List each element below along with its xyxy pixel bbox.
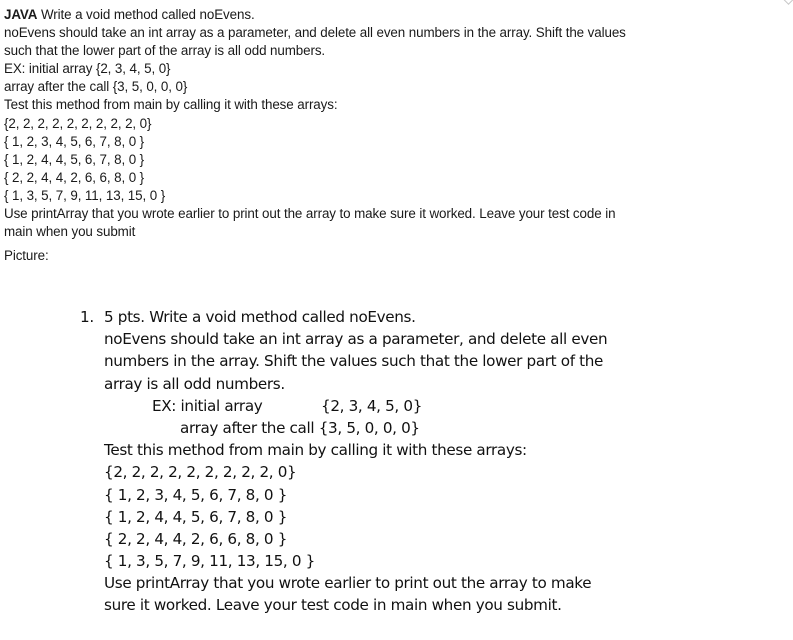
question-array-1: {2, 2, 2, 2, 2, 2, 2, 2, 2, 0}	[4, 115, 152, 131]
question-array-4: { 2, 2, 4, 4, 2, 6, 6, 8, 0 }	[4, 169, 145, 185]
question-desc-line-1: noEvens should take an int array as a parameter, and delete all even numbers in the array. Shift the values	[4, 25, 626, 41]
picture-use-line-1: Use printArray that you wrote earlier to print out the array to make	[104, 574, 592, 593]
picture-array-5: { 1, 3, 5, 7, 9, 11, 13, 15, 0 }	[104, 552, 315, 571]
question-title: JAVA Write a void method called noEvens.	[4, 7, 255, 22]
picture-line-2: noEvens should take an int array as a parameter, and delete all even	[104, 330, 608, 349]
question-example-initial: EX: initial array {2, 3, 4, 5, 0}	[4, 61, 171, 77]
corner-chevron-icon	[782, 0, 793, 5]
picture-array-3: { 1, 2, 4, 4, 5, 6, 7, 8, 0 }	[104, 507, 288, 526]
embedded-picture	[70, 306, 670, 617]
question-text	[4, 6, 674, 265]
question-array-3: { 1, 2, 4, 4, 5, 6, 7, 8, 0 }	[4, 151, 145, 167]
question-use-line-1: Use printArray that you wrote earlier to print out the array to make sure it worked. Leave your test code in	[4, 206, 616, 222]
picture-array-1: {2, 2, 2, 2, 2, 2, 2, 2, 2, 0}	[104, 463, 297, 482]
picture-line-1: 1. 5 pts. Write a void method called noEvens.	[70, 306, 670, 328]
picture-array-4: { 2, 2, 4, 4, 2, 6, 6, 8, 0 }	[104, 529, 288, 548]
picture-item-number: 1.	[80, 308, 94, 326]
language-label: JAVA	[4, 7, 38, 22]
picture-use-line-2: sure it worked. Leave your test code in main when you submit.	[104, 596, 562, 615]
picture-example-label: EX: initial array	[152, 396, 263, 415]
picture-example-after: array after the call {3, 5, 0, 0, 0}	[180, 418, 420, 437]
picture-label: Picture:	[4, 248, 49, 264]
picture-line-3: numbers in the array. Shift the values such that the lower part of the	[104, 352, 604, 371]
picture-test-intro: Test this method from main by calling it with these arrays:	[104, 441, 527, 460]
question-desc-line-2: such that the lower part of the array is all odd numbers.	[4, 43, 326, 59]
picture-example-value: {2, 3, 4, 5, 0}	[321, 396, 423, 415]
picture-array-2: { 1, 2, 3, 4, 5, 6, 7, 8, 0 }	[104, 485, 288, 504]
question-array-5: { 1, 3, 5, 7, 9, 11, 13, 15, 0 }	[4, 187, 166, 203]
question-test-intro: Test this method from main by calling it with these arrays:	[4, 97, 338, 113]
picture-line-4: array is all odd numbers.	[104, 374, 285, 393]
question-use-line-2: main when you submit	[4, 224, 136, 240]
question-array-2: { 1, 2, 3, 4, 5, 6, 7, 8, 0 }	[4, 133, 145, 149]
question-example-after: array after the call {3, 5, 0, 0, 0}	[4, 79, 188, 95]
picture-example-initial	[70, 395, 670, 417]
